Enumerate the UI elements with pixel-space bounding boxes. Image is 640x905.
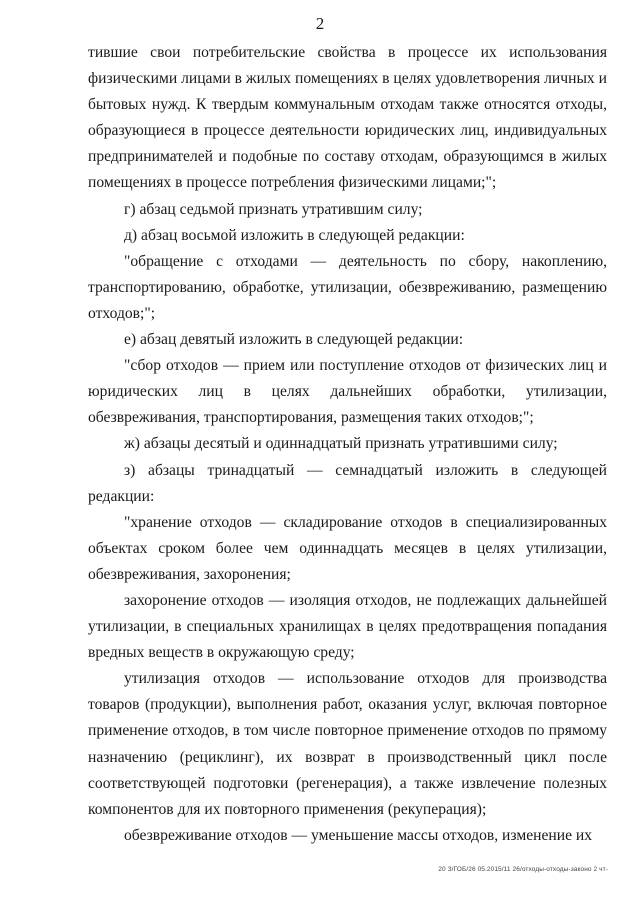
- paragraph-7: ж) абзацы десятый и одиннадцатый признать утратившими силу;: [124, 435, 558, 453]
- paragraph-11: утилизация отходов — использование отходов для производства товаров (продукции), выполнения работ, оказания услуг, включая повторное применение отходов, в том числе повторное применение отходов по прямому назначению (рециклинг), их возврат в производственный цикл после соответствующей подготовки (регенерация), а также извлечение полезных компонентов для их повторного применения (рекуперация);: [88, 670, 607, 818]
- page-number: 2: [315, 14, 325, 33]
- paragraph-1: тившие свои потребительские свойства в процессе их использования физическими лицами в жилых помещениях в целях удовлетворения личных и бытовых нужд. К твердым коммунальным отходам также относятся отходы, образующиеся в процессе деятельности юридических лиц, индивидуальных предпринимателей и подобные по составу отходам, образующимся в жилых помещениях в процессе потребления физическими лицами;";: [88, 44, 607, 192]
- paragraph-3: д) абзац восьмой изложить в следующей редакции:: [124, 226, 465, 244]
- footer-filename: 20 З/ГОБ/26 05.2015/11 26/отходы-отходы-законо 2 чт-: [438, 866, 608, 873]
- paragraph-8: з) абзацы тринадцатый — семнадцатый изложить в следующей редакции:: [88, 461, 607, 505]
- paragraph-5: е) абзац девятый изложить в следующей редакции:: [124, 331, 464, 349]
- paragraph-6: "сбор отходов — прием или поступление отходов от физических лиц и юридических лиц в целях дальнейших обработки, утилизации, обезвреживания, транспортирования, размещения таких отходов;";: [88, 357, 607, 427]
- paragraph-12: обезвреживание отходов — уменьшение массы отходов, изменение их: [124, 826, 593, 844]
- paragraph-10: захоронение отходов — изоляция отходов, не подлежащих дальнейшей утилизации, в специальных хранилищах в целях предотвращения попадания вредных веществ в окружающую среду;: [88, 591, 607, 662]
- paragraph-4: "обращение с отходами — деятельность по сбору, накоплению, транспортированию, обработке, утилизации, обезвреживанию, размещению отходов;";: [88, 252, 607, 322]
- paragraph-2: г) абзац седьмой признать утратившим силу;: [124, 200, 423, 218]
- document-body: [88, 40, 607, 849]
- paragraph-9: "хранение отходов — складирование отходов в специализированных объектах сроком более чем одиннадцать месяцев в целях утилизации, обезвреживания, захоронения;: [88, 513, 607, 583]
